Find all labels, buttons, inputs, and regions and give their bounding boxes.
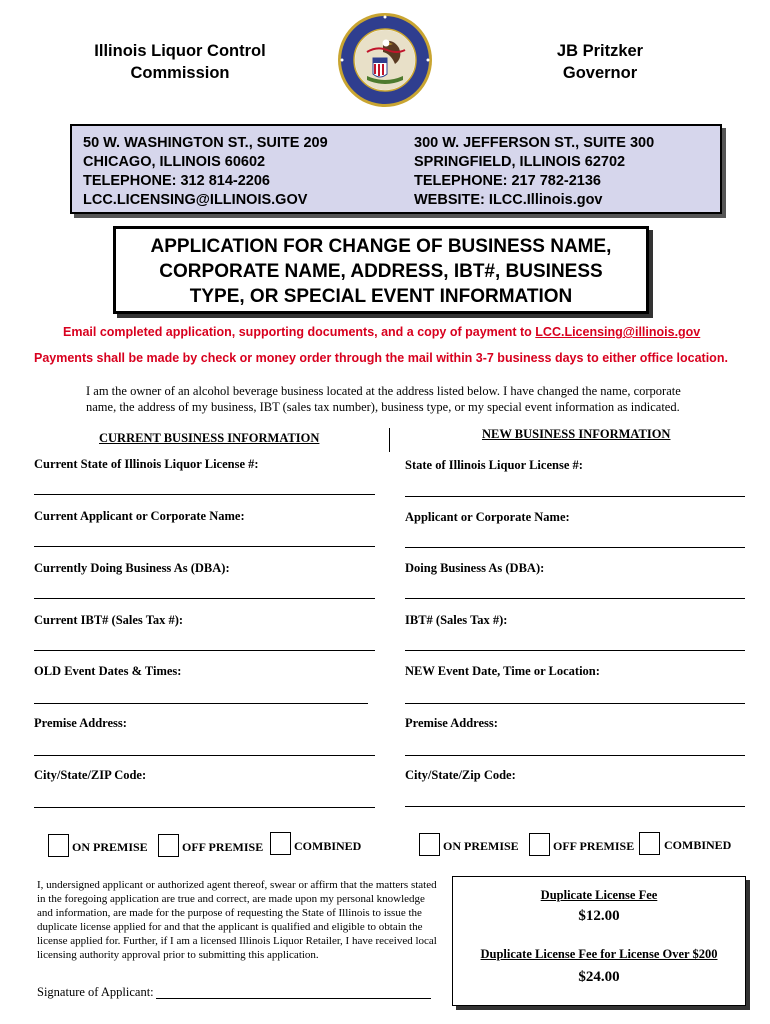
new-applicant-field[interactable]	[405, 547, 745, 548]
agency-name	[50, 40, 310, 84]
current-premise-address-field[interactable]	[34, 755, 375, 756]
new-event-label: NEW Event Date, Time or Location:	[405, 664, 600, 678]
email-link[interactable]: LCC.Licensing@illinois.gov	[535, 325, 701, 339]
springfield-city-line: SPRINGFIELD, ILLINOIS 62702	[414, 154, 626, 170]
new-on-premise-label: ON PREMISE	[443, 839, 519, 853]
column-divider	[389, 428, 390, 452]
agency-name-line2: Commission	[130, 64, 230, 82]
current-on-premise-label: ON PREMISE	[72, 840, 148, 854]
springfield-website-line[interactable]: WEBSITE: ILCC.Illinois.gov	[414, 192, 603, 208]
current-combined-checkbox[interactable]	[270, 832, 291, 855]
form-title-line3: TYPE, OR SPECIAL EVENT INFORMATION	[189, 286, 573, 307]
new-city-state-zip-field[interactable]	[405, 806, 745, 807]
agency-name-line1: Illinois Liquor Control	[94, 42, 266, 60]
new-city-state-zip-label: City/State/Zip Code:	[405, 768, 516, 782]
new-dba-field[interactable]	[405, 598, 745, 599]
signature-label: Signature of Applicant:	[37, 985, 154, 999]
new-event-field[interactable]	[405, 703, 745, 704]
new-combined-checkbox[interactable]	[639, 832, 660, 855]
current-license-label: Current State of Illinois Liquor License #:	[34, 457, 259, 471]
over-200-fee-amount: $24.00	[578, 969, 620, 985]
chicago-address-line: 50 W. WASHINGTON ST., SUITE 209	[83, 135, 328, 151]
email-notice	[63, 325, 700, 339]
new-off-premise-checkbox[interactable]	[529, 833, 550, 856]
new-dba-label: Doing Business As (DBA):	[405, 561, 545, 575]
signature-field[interactable]	[156, 998, 431, 999]
springfield-office-address	[414, 134, 654, 210]
current-info-heading: CURRENT BUSINESS INFORMATION	[99, 431, 320, 445]
owner-statement: I am the owner of an alcohol beverage business located at the address listed below. I have changed the name, corporate name, the address of my business, IBT (sales tax number), business type, or my special event information as indicated.	[86, 384, 681, 414]
new-info-heading: NEW BUSINESS INFORMATION	[482, 427, 671, 441]
governor-name-line2: Governor	[562, 64, 638, 82]
affirmation-statement: I, undersigned applicant or authorized agent thereof, swear or affirm that the matters stated in the foregoing application are true and correct, are made upon my personal knowledge and information, are made for the purpose of requesting the State of Illinois to issue the duplicate license applied for and that the applicant is qualified and eligible to obtain the license applied for. Further, if I am a licensed Illinois Liquor Retailer, I have received local licensing authority approval prior to submitting this application.	[37, 879, 437, 961]
current-off-premise-label: OFF PREMISE	[182, 840, 264, 854]
state-seal-logo	[337, 12, 433, 108]
office-address-box	[70, 124, 722, 214]
new-license-label: State of Illinois Liquor License #:	[405, 458, 583, 472]
new-combined-label: COMBINED	[664, 838, 732, 852]
new-off-premise-label: OFF PREMISE	[553, 839, 635, 853]
form-title-box	[113, 226, 649, 314]
current-city-state-zip-field[interactable]	[34, 807, 375, 808]
chicago-phone-line: TELEPHONE: 312 814-2206	[83, 173, 270, 189]
new-applicant-label: Applicant or Corporate Name:	[405, 510, 570, 524]
current-on-premise-checkbox[interactable]	[48, 834, 69, 857]
current-ibt-field[interactable]	[34, 650, 375, 651]
old-event-field[interactable]	[34, 703, 368, 704]
payment-notice: Payments shall be made by check or money order through the mail within 3-7 business days to either office location.	[34, 351, 728, 365]
current-ibt-label: Current IBT# (Sales Tax #):	[34, 613, 184, 627]
current-applicant-field[interactable]	[34, 546, 375, 547]
current-license-field[interactable]	[34, 494, 375, 495]
new-premise-address-field[interactable]	[405, 755, 745, 756]
fee-box	[452, 876, 746, 1006]
current-premise-address-label: Premise Address:	[34, 716, 127, 730]
chicago-city-line: CHICAGO, ILLINOIS 60602	[83, 154, 266, 170]
duplicate-fee-amount: $12.00	[578, 908, 620, 924]
new-ibt-label: IBT# (Sales Tax #):	[405, 613, 508, 627]
form-title-line2: CORPORATE NAME, ADDRESS, IBT#, BUSINESS	[159, 261, 603, 282]
duplicate-fee-label: Duplicate License Fee	[540, 888, 658, 902]
springfield-phone-line: TELEPHONE: 217 782-2136	[414, 173, 601, 189]
email-notice-text: Email completed application, supporting documents, and a copy of payment to	[63, 325, 536, 339]
current-city-state-zip-label: City/State/ZIP Code:	[34, 768, 147, 782]
new-license-field[interactable]	[405, 496, 745, 497]
governor-name-line1: JB Pritzker	[556, 42, 644, 60]
governor-name	[480, 40, 720, 84]
new-premise-address-label: Premise Address:	[405, 716, 498, 730]
chicago-office-address	[83, 134, 328, 210]
current-applicant-label: Current Applicant or Corporate Name:	[34, 509, 245, 523]
chicago-email-line[interactable]: LCC.LICENSING@ILLINOIS.GOV	[83, 192, 308, 208]
old-event-label: OLD Event Dates & Times:	[34, 664, 182, 678]
over-200-fee-label: Duplicate License Fee for License Over $200	[480, 947, 718, 961]
form-title-line1: APPLICATION FOR CHANGE OF BUSINESS NAME,	[150, 236, 612, 257]
springfield-address-line: 300 W. JEFFERSON ST., SUITE 300	[414, 135, 655, 151]
new-ibt-field[interactable]	[405, 650, 745, 651]
new-on-premise-checkbox[interactable]	[419, 833, 440, 856]
current-combined-label: COMBINED	[294, 839, 362, 853]
current-off-premise-checkbox[interactable]	[158, 834, 179, 857]
current-dba-field[interactable]	[34, 598, 375, 599]
current-dba-label: Currently Doing Business As (DBA):	[34, 561, 230, 575]
